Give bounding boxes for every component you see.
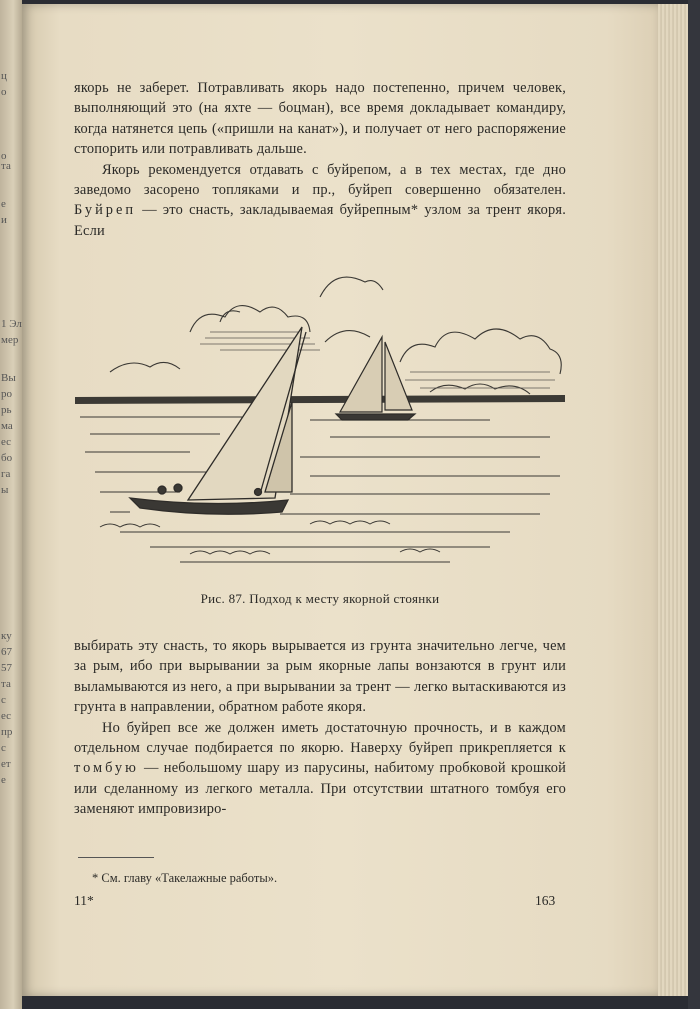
previous-page-text-fragment: 1 Эл xyxy=(1,318,22,330)
previous-page-text-fragment: ма xyxy=(1,420,13,432)
previous-page-text-fragment: с xyxy=(1,742,6,754)
previous-page-edge xyxy=(0,0,22,1009)
sailboats-illustration xyxy=(70,262,572,587)
previous-page-text-fragment: га xyxy=(1,468,11,480)
term-buoy-rope: Буйреп xyxy=(74,202,137,219)
previous-page-text-fragment: о xyxy=(1,86,7,98)
paragraph-text: — небольшому шару из парусины, набитому пробковой крошкой или сделанному из легкого металла. При отсутствии штатного томбуя его заменяют импровизиро- xyxy=(74,760,566,818)
previous-page-text-fragment: ы xyxy=(1,484,9,496)
bottom-text-block xyxy=(74,636,566,820)
page-number: 163 xyxy=(535,893,556,908)
previous-page-text-fragment: ет xyxy=(1,758,11,770)
previous-page-text-fragment: мер xyxy=(1,334,19,346)
paragraph-text: — это снасть, закладываемая буйрепным* узлом за трент якоря. Если xyxy=(74,202,566,239)
top-text-block xyxy=(74,78,566,241)
book-cover-edge xyxy=(688,0,700,1009)
previous-page-text-fragment: 57 xyxy=(1,662,12,674)
signature-mark: 11* xyxy=(74,893,94,908)
previous-page-text-fragment: бо xyxy=(1,452,13,464)
previous-page-text-fragment: и xyxy=(1,214,7,226)
page-edges xyxy=(658,4,688,996)
previous-page-text-fragment: пр xyxy=(1,726,13,738)
previous-page-text-fragment: о xyxy=(1,150,7,162)
paragraph-anchor-paying-out: якорь не заберет. Потравливать якорь надо постепенно, причем человек, выполняющий это (на яхте — боцман), все время докладывает командиру, когда натянется цепь («пришли на канат»), и получает от него распоряжение стопорить или потравливать дальше. xyxy=(74,80,566,158)
previous-page-text-fragment: Вы xyxy=(1,372,16,384)
previous-page-text-fragment: е xyxy=(1,774,6,786)
previous-page-text-fragment: рь xyxy=(1,404,12,416)
paragraph-continuation: выбирать эту снасть, то якорь вырывается из грунта значительно легче, чем за рым, ибо при вырывании за рым якорные лапы вонзаются в грунт или выламываются из него, а при вырывании за трент — легко вытаскиваются из грунта в направлении, обратном работе якоря. xyxy=(74,638,566,716)
paragraph-text: Но буйреп все же должен иметь достаточную прочность, и в каждом отдельном случае подбирается по якорю. Наверху буйреп прикрепляется к xyxy=(74,719,566,757)
previous-page-text-fragment: е xyxy=(1,198,6,210)
previous-page-text-fragment: ес xyxy=(1,710,12,722)
paragraph-text: Якорь рекомендуется отдавать с буйрепом, а в тех местах, где дно заведомо засорено топляками и пр., буйреп совершенно обязателен. xyxy=(74,161,566,199)
paragraph-buoy-rope xyxy=(74,160,566,242)
previous-page-text-fragment: ку xyxy=(1,630,12,642)
figure-caption: Рис. 87. Подход к месту якорной стоянки xyxy=(200,591,440,606)
previous-page-text-fragment: 67 xyxy=(1,646,12,658)
footnote: * См. главу «Такелажные работы». xyxy=(92,871,278,885)
previous-page-text-fragment: ц xyxy=(1,70,7,82)
previous-page-text-fragment: та xyxy=(1,678,11,690)
previous-page-text-fragment: ро xyxy=(1,388,12,400)
footnote-divider xyxy=(78,857,154,858)
term-tombuy: томбую xyxy=(74,760,139,777)
previous-page-text-fragment: та xyxy=(1,160,11,172)
previous-page-text-fragment: ес xyxy=(1,436,12,448)
previous-page-text-fragment: с xyxy=(1,694,6,706)
paragraph-tombuy xyxy=(74,718,566,820)
